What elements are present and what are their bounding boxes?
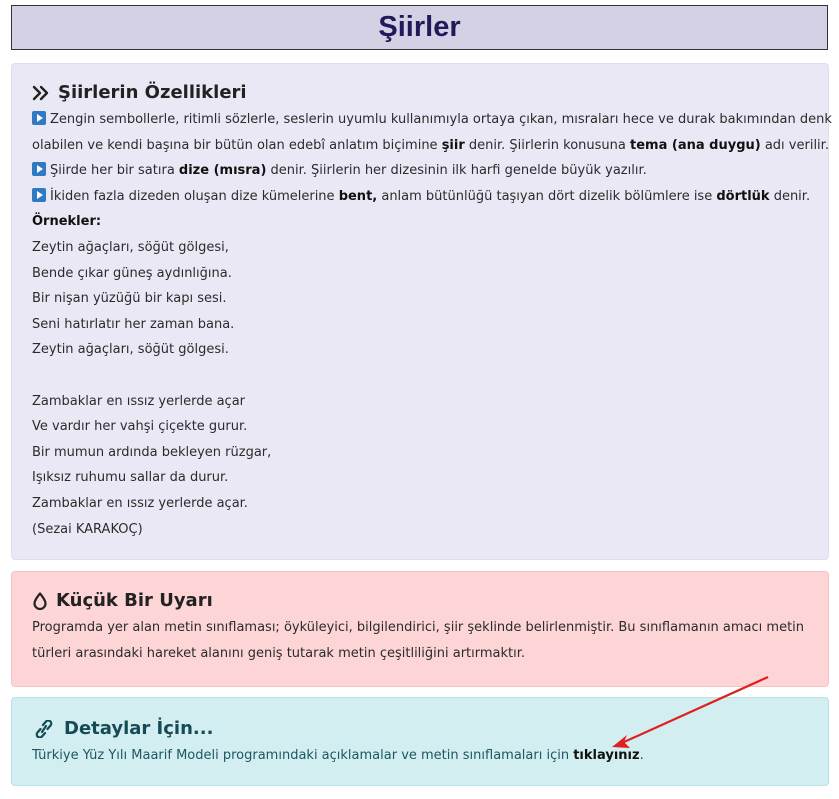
term-dize: dize (mısra) (178, 163, 267, 179)
poem-line: Zeytin ağaçları, söğüt gölgesi, (32, 239, 229, 255)
play-square-icon (32, 111, 46, 125)
features-p3-text-a: İkiden fazla dizeden oluşan dize kümelerine (50, 188, 339, 204)
features-header (32, 82, 808, 103)
features-p2-text-a: Şiirde her bir satıra (50, 163, 179, 179)
examples-label-row (32, 209, 808, 235)
drop-icon (32, 592, 48, 610)
term-bent: bent, (338, 188, 378, 204)
features-p1-text-a: Zengin sembollerle, ritimli sözlerle, seslerin uyumlu kullanımıyla ortaya çıkan, mısraları hece ve durak bakımından denk (50, 112, 832, 127)
double-chevron-right-icon (32, 85, 50, 101)
page-title: Şiirler (378, 11, 461, 43)
features-p1-text-c: denir. Şiirlerin konusuna (464, 137, 631, 153)
details-header (32, 718, 808, 739)
link-icon (32, 720, 56, 738)
features-heading: Şiirlerin Özellikleri (58, 82, 247, 103)
poem-line: Bir mumun ardında bekleyen rüzgar, (32, 444, 272, 460)
features-paragraph-1-cont (32, 133, 829, 159)
examples-label: Örnekler: (32, 214, 102, 230)
poem (32, 235, 808, 542)
warning-text-line-1: Programda yer alan metin sınıflaması; öyküleyici, bilgilendirici, şiir şeklinde belirlenmiştir. Bu sınıflamanın amacı metin (32, 620, 805, 635)
details-heading: Detaylar İçin... (64, 718, 214, 739)
poem-line: Zambaklar en ıssız yerlerde açar. (32, 495, 248, 511)
poem-line: Zambaklar en ıssız yerlerde açar (32, 393, 246, 409)
details-link[interactable]: tıklayınız (573, 748, 640, 763)
poem-line: Ve vardır her vahşi çiçekte gurur. (32, 419, 248, 435)
warning-card (11, 571, 829, 687)
poem-line: Işıksız ruhumu sallar da durur. (32, 470, 229, 486)
poem-line: Bende çıkar güneş aydınlığına. (32, 265, 232, 281)
features-paragraph-1 (32, 107, 832, 133)
features-card (11, 63, 832, 560)
features-paragraph-3 (32, 184, 811, 210)
poem-author: (Sezai KARAKOÇ) (32, 521, 143, 537)
poem-line: Bir nişan yüzüğü bir kapı sesi. (32, 291, 227, 307)
warning-header (32, 590, 808, 611)
features-p2-text-b: denir. Şiirlerin her dizesinin ilk harfi genelde büyük yazılır. (266, 163, 647, 179)
warning-heading: Küçük Bir Uyarı (56, 590, 213, 611)
features-p3-text-b: anlam bütünlüğü taşıyan dört dizelik bölümlere ise (377, 188, 717, 204)
details-text (32, 743, 808, 769)
stanza-gap (32, 363, 808, 389)
details-text-end: . (639, 748, 644, 763)
details-text-body: Türkiye Yüz Yılı Maarif Modeli programındaki açıklamalar ve metin sınıflamaları için (32, 748, 574, 763)
poem-line: Zeytin ağaçları, söğüt gölgesi. (32, 342, 229, 358)
play-square-icon (32, 188, 46, 202)
details-card (11, 697, 829, 786)
term-tema: tema (ana duygu) (630, 137, 761, 153)
warning-text-line-2: türleri arasındaki hareket alanını geniş tutarak metin çeşitliliğini artırmaktır. (32, 645, 526, 661)
features-p3-text-c: denir. (769, 188, 811, 204)
play-square-icon (32, 162, 46, 176)
features-p1-text-b: olabilen ve kendi başına bir bütün olan edebî anlatım biçimine (32, 137, 442, 153)
term-siir: şiir (441, 137, 465, 153)
features-p1-text-d: adı verilir. (760, 137, 829, 153)
poem-line: Seni hatırlatır her zaman bana. (32, 316, 235, 332)
page-title-bar (11, 5, 828, 50)
features-paragraph-2 (32, 158, 808, 184)
term-dortluk: dörtlük (716, 188, 770, 204)
